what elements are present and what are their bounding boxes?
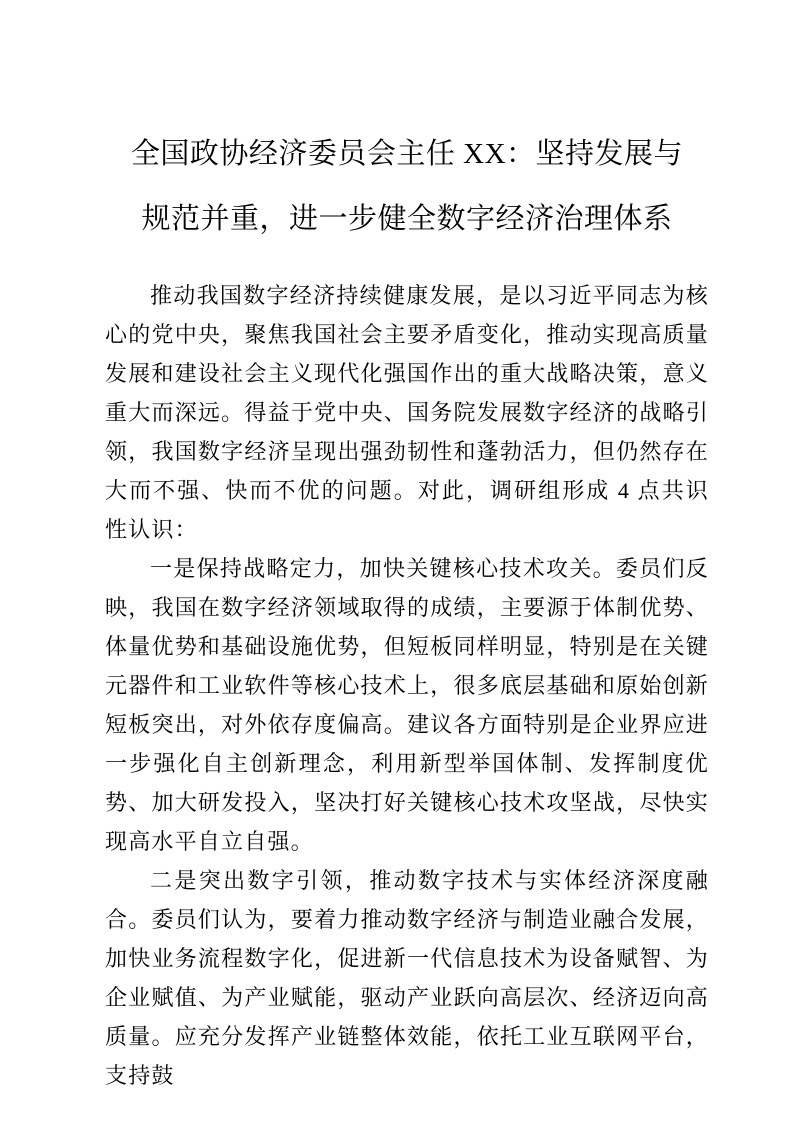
title-line-1: 全国政协经济委员会主任 XX：坚持发展与 [130,138,684,170]
document-content [105,122,709,1095]
paragraph-point-1: 一是保持战略定力，加快关键核心技术攻关。委员们反映，我国在数字经济领域取得的成绩，主要源于体制优势、体量优势和基础设施优势，但短板同样明显，特别是在关键元器件和工业软件等核心技术上，很多底层基础和原始创新短板突出，对外依存度偏高。建议各方面特别是企业界应进一步强化自主创新理念，利用新型举国体制、发挥制度优势、加大研发投入，坚决打好关键核心技术攻坚战，尽快实现高水平自立自强。 [105,556,709,854]
title-line-2: 规范并重，进一步健全数字经济治理体系 [141,203,673,235]
paragraph-point-2: 二是突出数字引领，推动数字技术与实体经济深度融合。委员们认为，要着力推动数字经济与制造业融合发展，加快业务流程数字化，促进新一代信息技术为设备赋智、为企业赋值、为产业赋能，驱动产业跃向高层次、经济迈向高质量。应充分发挥产业链整体效能，依托工业互联网平台，支持鼓 [105,868,709,1088]
document-title [105,122,709,252]
paragraph-intro: 推动我国数字经济持续健康发展，是以习近平同志为核心的党中央，聚焦我国社会主要矛盾变化，推动实现高质量发展和建设社会主义现代化强国作出的重大战略决策，意义重大而深远。得益于党中央、国务院发展数字经济的战略引领，我国数字经济呈现出强劲韧性和蓬勃活力，但仍然存在大而不强、快而不优的问题。对此，调研组形成 4 点共识性认识： [105,283,709,542]
document-body [105,276,709,1095]
